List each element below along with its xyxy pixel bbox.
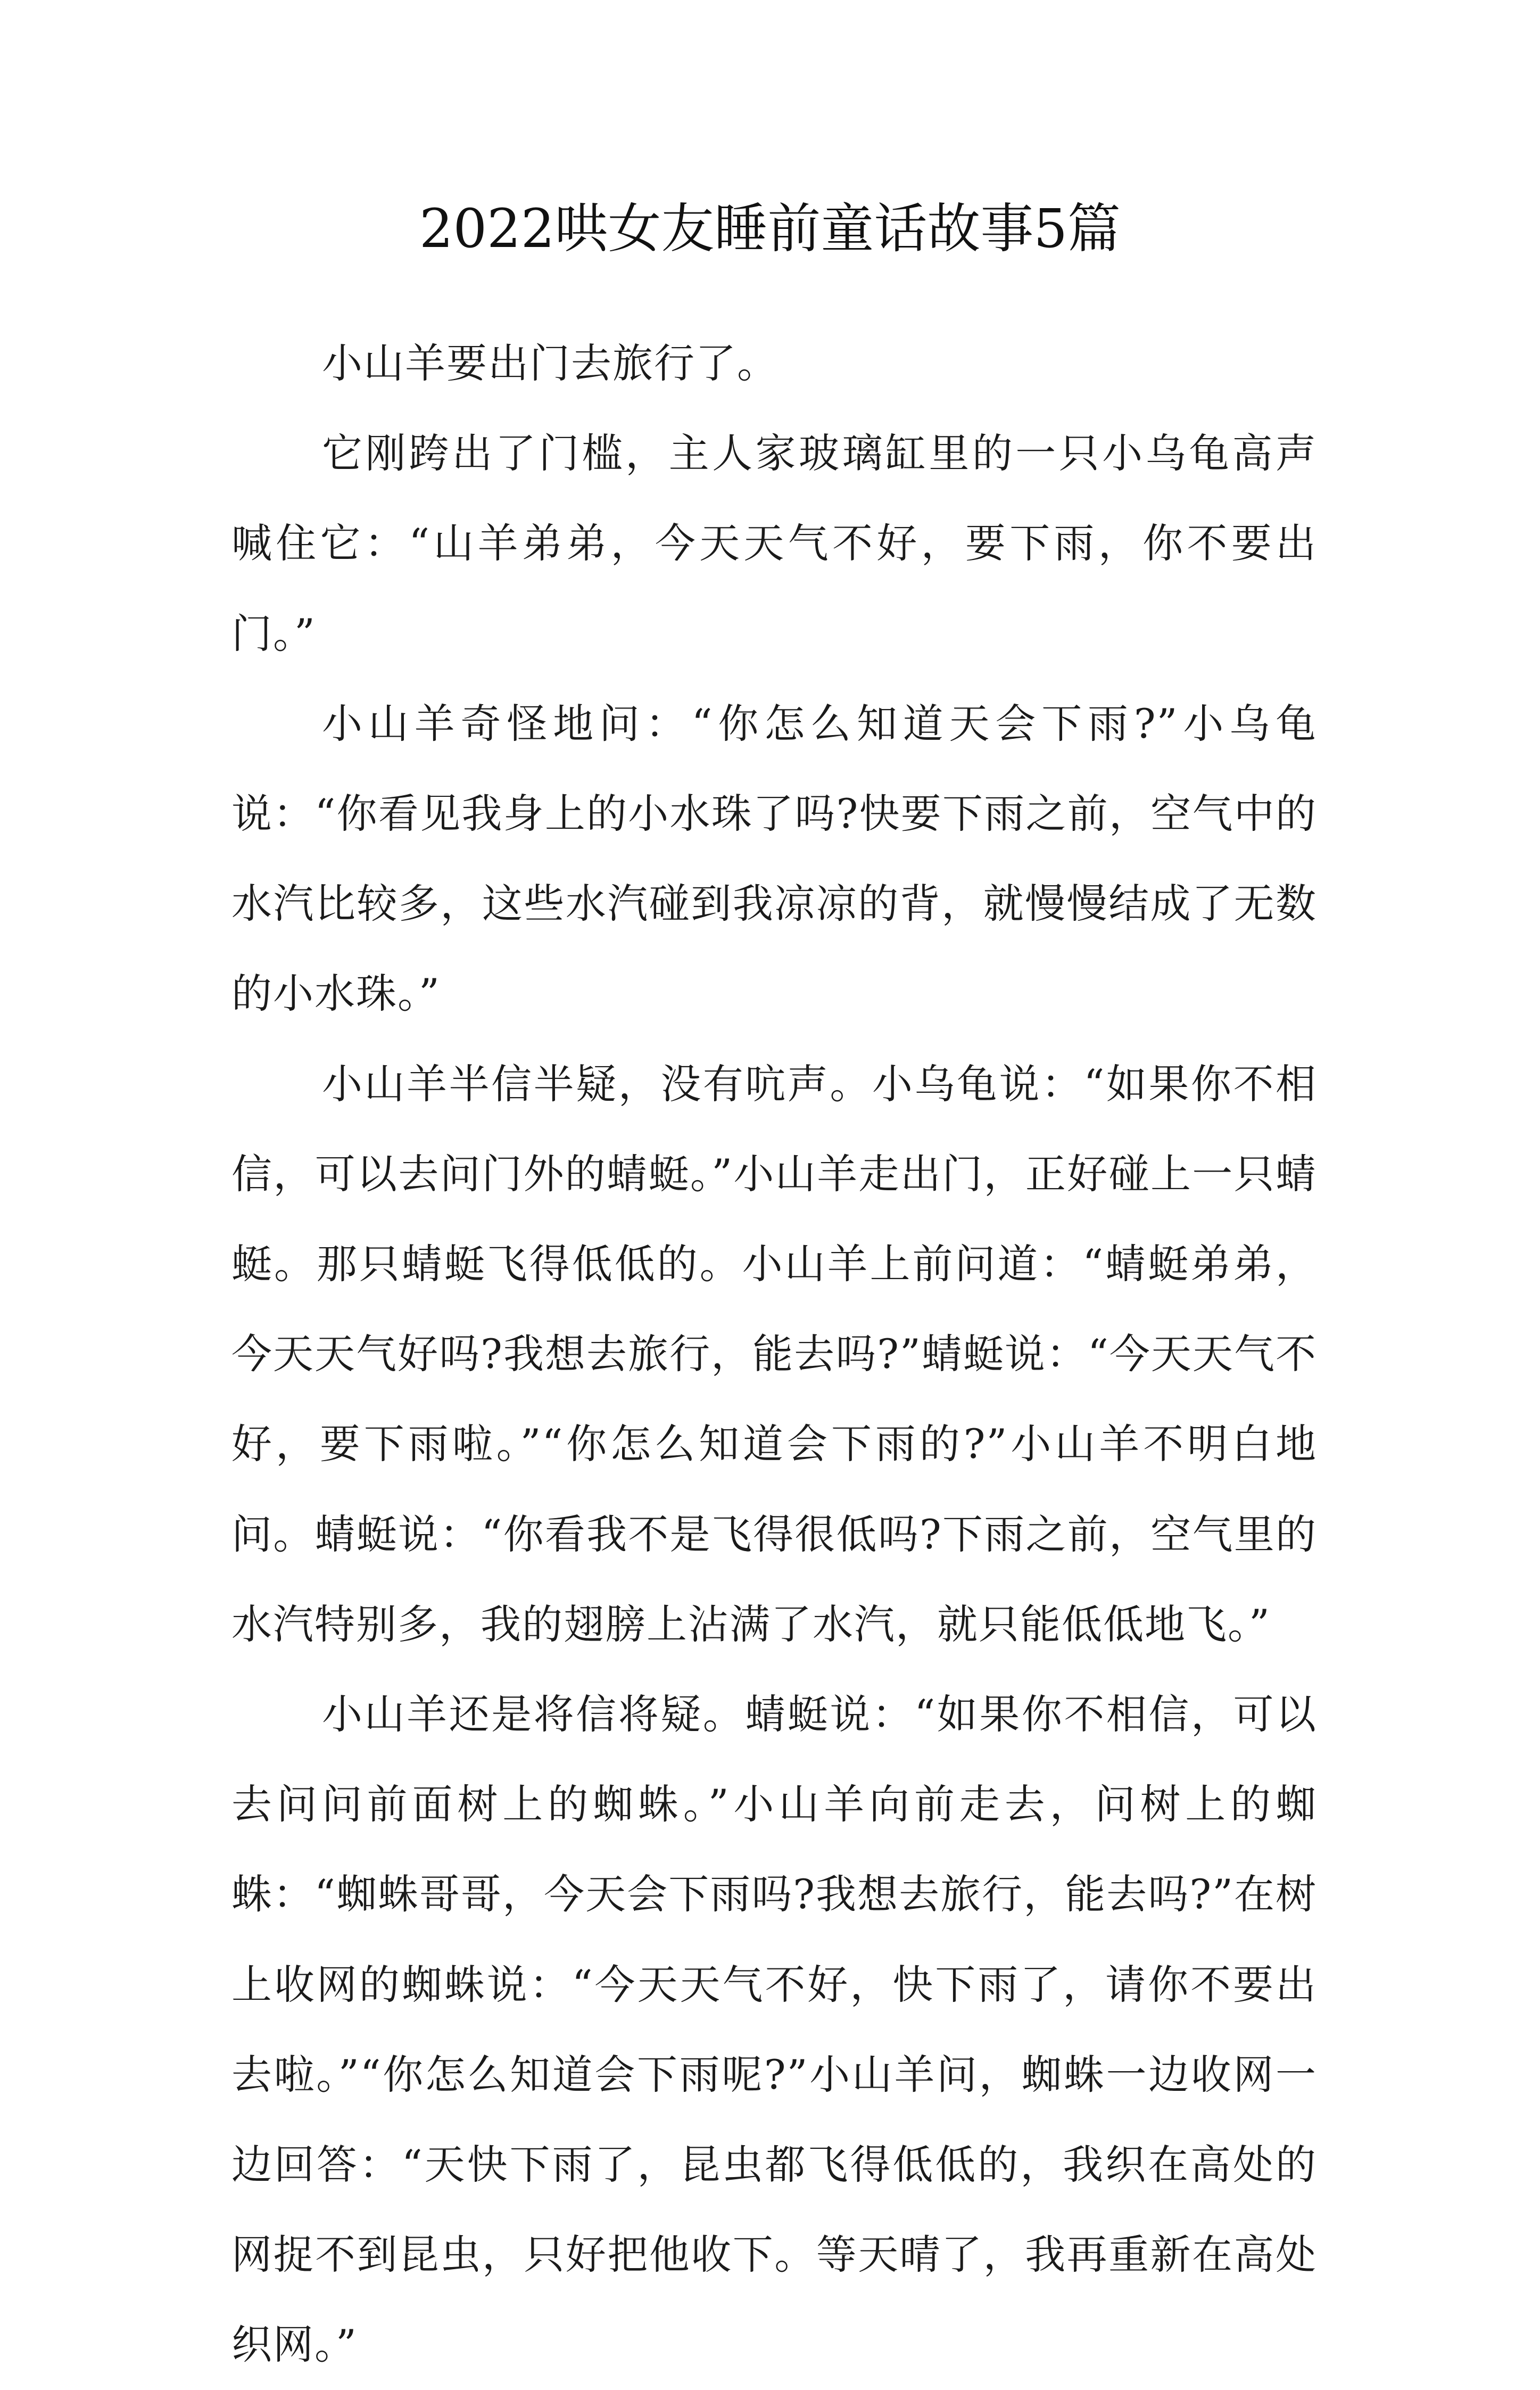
paragraph-3: 小山羊奇怪地问：“你怎么知道天会下雨?”小乌龟说：“你看见我身上的小水珠了吗?快要下雨之前，空气中的水汽比较多，这些水汽碰到我凉凉的背，就慢慢结成了无数的小水珠。” xyxy=(231,699,1317,1018)
paragraph-2: 它刚跨出了门槛，主人家玻璃缸里的一只小乌龟高声喊住它：“山羊弟弟，今天天气不好，要下雨，你不要出门。” xyxy=(231,430,1317,657)
paragraph-1: 小山羊要出门去旅行了。 xyxy=(322,340,779,387)
document-title: 2022哄女友睡前童话故事5篇 xyxy=(419,197,1121,260)
document-body xyxy=(231,318,1317,2390)
paragraph-4: 小山羊半信半疑，没有吭声。小乌龟说：“如果你不相信，可以去问门外的蜻蜓。”小山羊走出门，正好碰上一只蜻蜓。那只蜻蜓飞得低低的。小山羊上前问道：“蜻蜓弟弟，今天天气好吗?我想去旅行，能去吗?”蜻蜓说：“今天天气不好，要下雨啦。”“你怎么知道会下雨的?”小山羊不明白地问。蜻蜓说：“你看我不是飞得很低吗?下雨之前，空气里的水汽特别多，我的翅膀上沾满了水汽，就只能低低地飞。” xyxy=(231,1060,1317,1648)
paragraph-5: 小山羊还是将信将疑。蜻蜓说：“如果你不相信，可以去问问前面树上的蜘蛛。”小山羊向前走去，问树上的蜘蛛：“蜘蛛哥哥，今天会下雨吗?我想去旅行，能去吗?”在树上收网的蜘蛛说：“今天天气不好，快下雨了，请你不要出去啦。”“你怎么知道会下雨呢?”小山羊问，蜘蛛一边收网一边回答：“天快下雨了，昆虫都飞得低低的，我织在高处的网捉不到昆虫，只好把他收下。等天晴了，我再重新在高处织网。” xyxy=(231,1691,1317,2369)
